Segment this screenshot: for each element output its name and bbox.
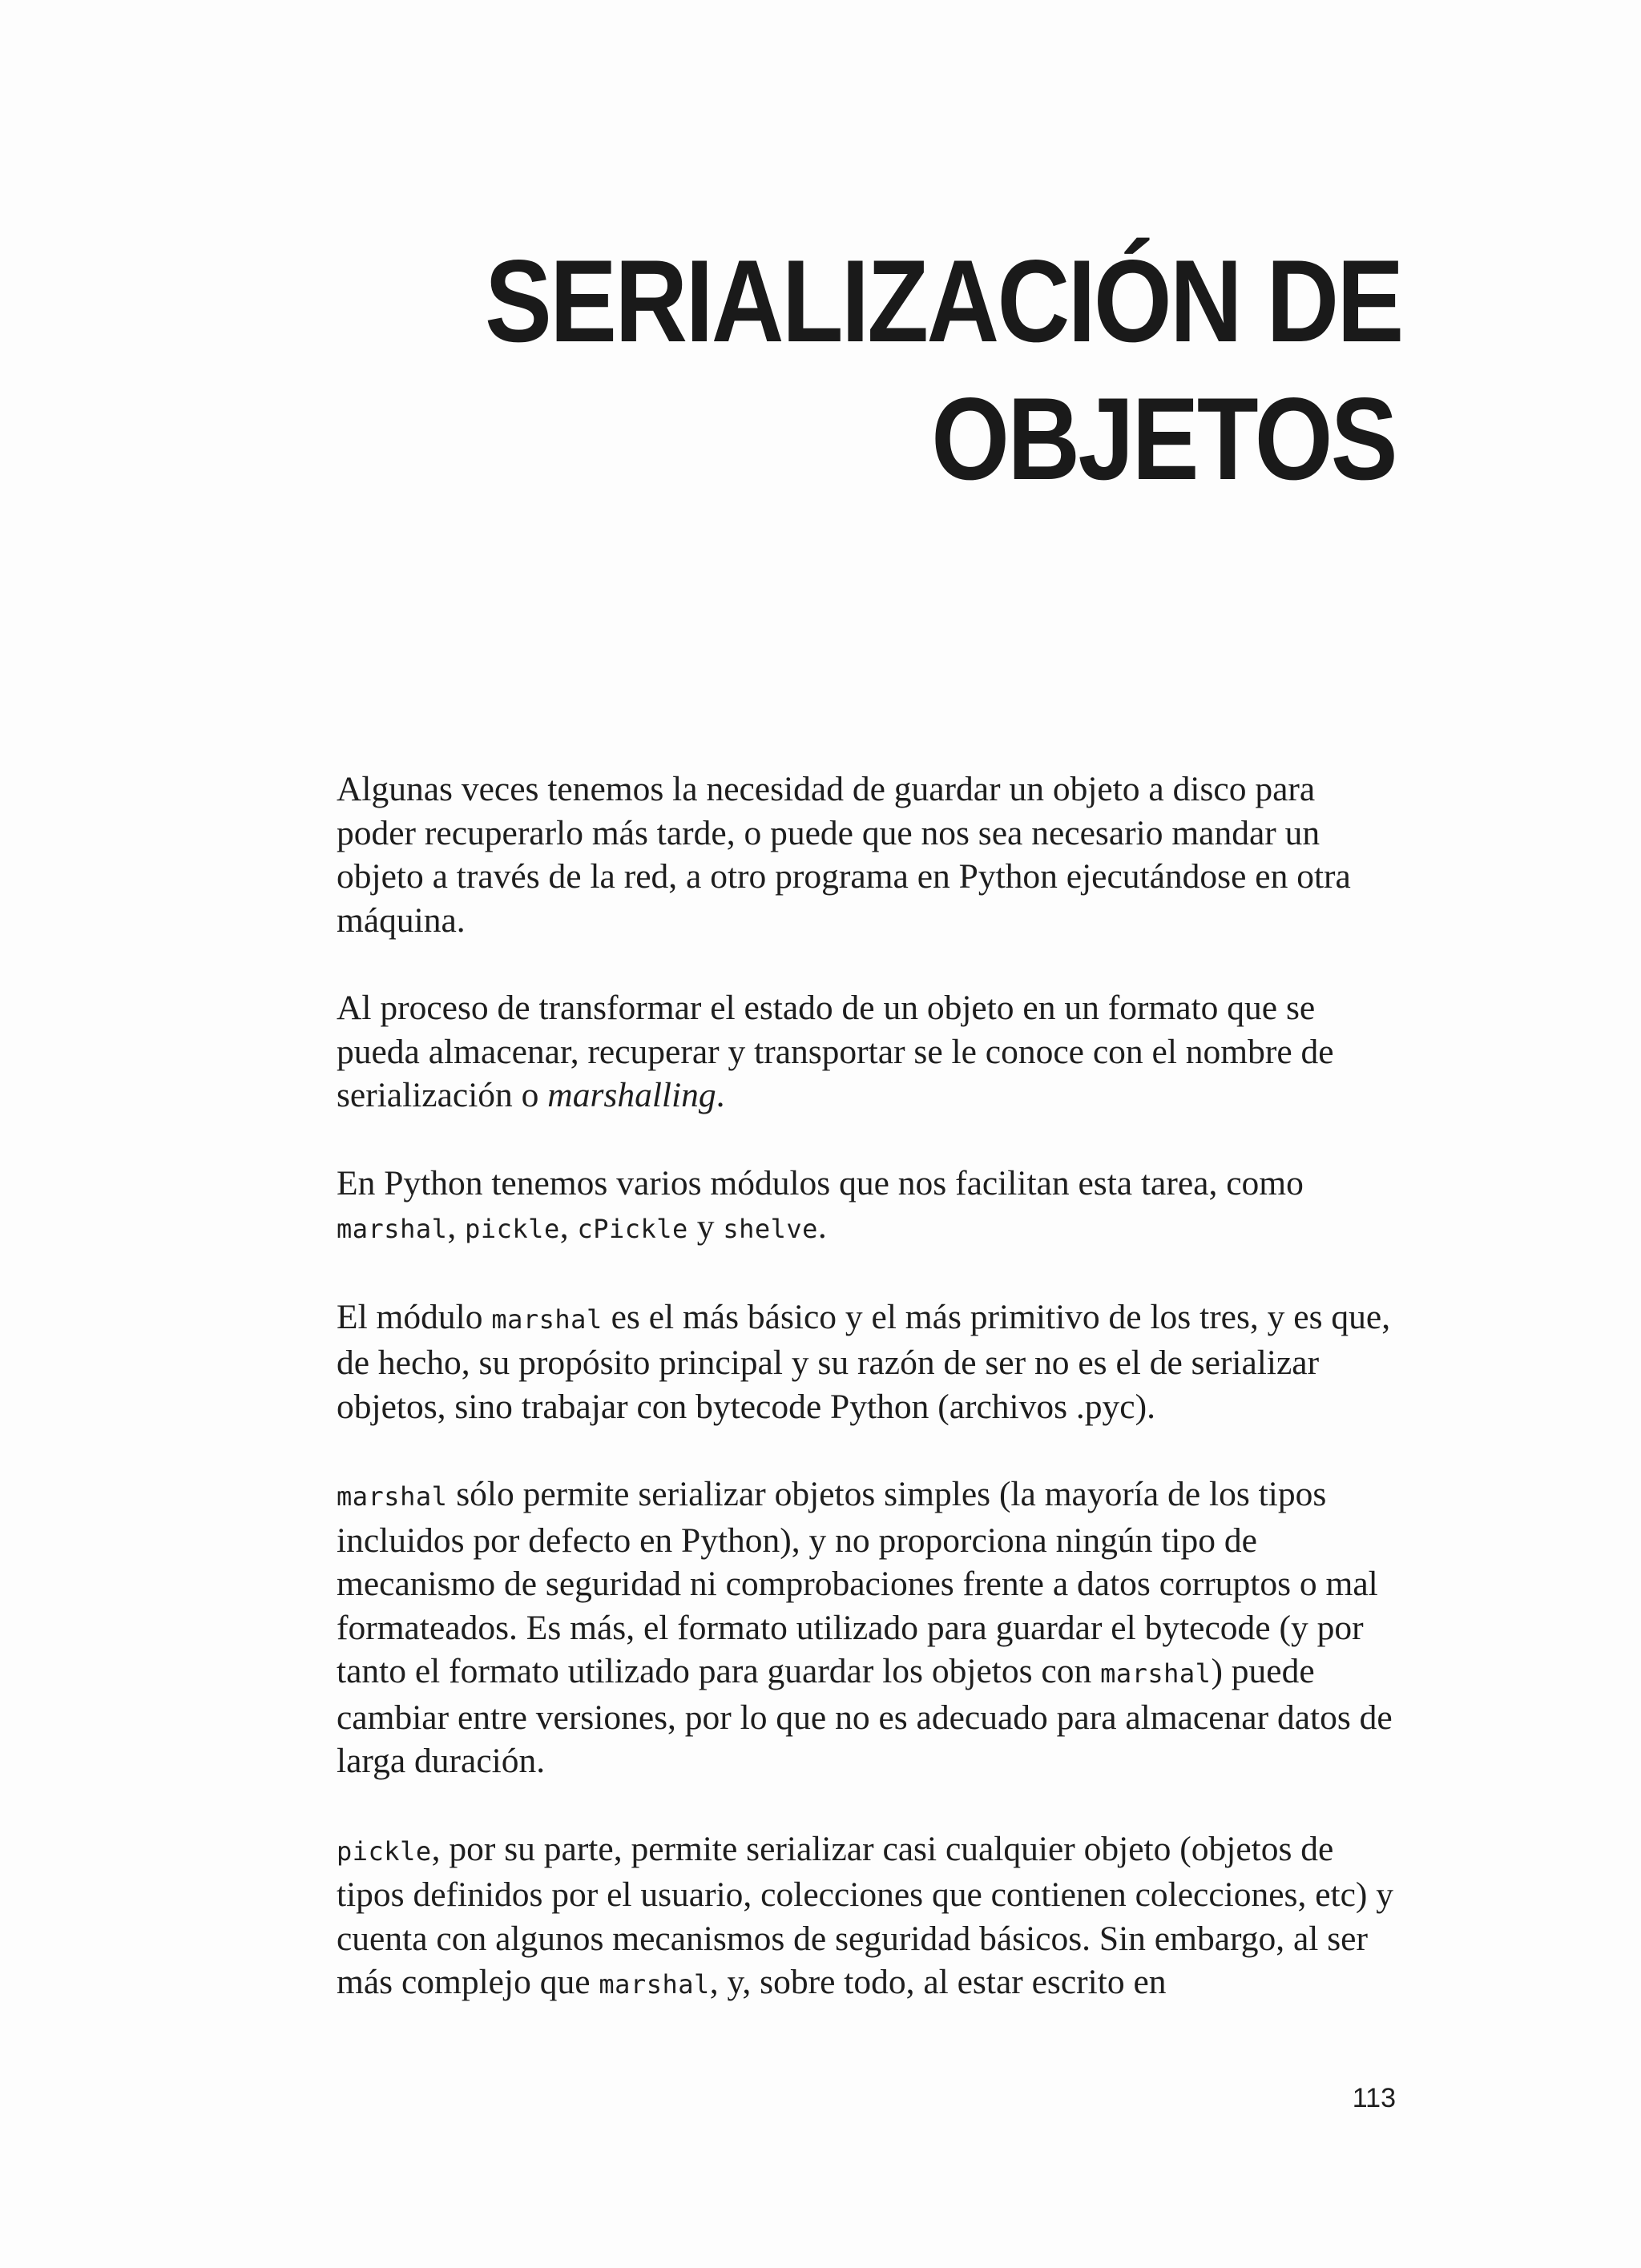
- paragraph-1: Algunas veces tenemos la necesidad de guardar un objeto a disco para poder recuperarlo más tarde, o puede que nos sea necesario mandar un objeto a través de la red, a otro programa en Python ejecutándose en otra máquina.: [337, 770, 1351, 940]
- paragraph-3: [337, 1162, 1402, 1251]
- body-text: [337, 767, 1402, 2007]
- separator: ,: [447, 1207, 466, 1246]
- page-number: 113: [1352, 2083, 1396, 2113]
- chapter-title-line-1: SERIALIZACIÓN DE: [485, 236, 1402, 366]
- paragraph-5-text-1: sólo permite serializar objetos simples (la mayoría de los tipos incluidos por defecto en Python), y no proporciona ningún tipo de mecanismo de seguridad ni comprobaciones frente a datos corruptos o mal formateados. Es más, el formato utilizado para guardar el bytecode (y por tanto el formato utilizado para guardar los objetos con: [337, 1475, 1378, 1690]
- chapter-title: [485, 232, 1402, 508]
- paragraph-2-end: .: [716, 1076, 725, 1114]
- code-shelve: shelve: [723, 1214, 818, 1244]
- code-cpickle: cPickle: [577, 1214, 688, 1244]
- paragraph-5-text-2: ) puede cambiar entre versiones, por lo que no es adecuado para almacenar datos de larga duración.: [337, 1652, 1393, 1780]
- paragraph-3-end: .: [817, 1207, 827, 1246]
- chapter-title-line-2: OBJETOS: [931, 373, 1396, 504]
- code-marshal: marshal: [337, 1214, 448, 1244]
- paragraph-6-text-2: , y, sobre todo, al estar escrito en: [709, 1963, 1167, 2001]
- paragraph-2-text: Al proceso de transformar el estado de un objeto en un formato que se pueda almacenar, recuperar y transportar se le conoce con el nombre de serialización o: [337, 989, 1334, 1114]
- code-marshal: marshal: [491, 1303, 603, 1335]
- paragraph-4-text-1: El módulo: [337, 1297, 492, 1336]
- code-pickle: pickle: [465, 1214, 560, 1244]
- code-marshal: marshal: [337, 1481, 448, 1512]
- paragraph-4-text-2: es el más básico y el más primitivo de los tres, y es que, de hecho, su propósito principal y su razón de ser no es el de serializar objetos, sino trabajar con bytecode Python (archivos .pyc).: [337, 1297, 1391, 1426]
- paragraph-3-text: En Python tenemos varios módulos que nos facilitan esta tarea, como: [337, 1163, 1304, 1202]
- paragraph-5: [337, 1472, 1402, 1783]
- paragraph-4: [337, 1295, 1402, 1429]
- marshalling-emphasis: marshalling: [547, 1076, 716, 1114]
- separator: y: [687, 1207, 724, 1246]
- code-pickle: pickle: [337, 1835, 432, 1867]
- code-marshal: marshal: [1100, 1658, 1212, 1689]
- paragraph-6-text-1: , por su parte, permite serializar casi cualquier objeto (objetos de tipos definidos por el usuario, colecciones que contienen colecciones, etc) y cuenta con algunos mecanismos de seguridad básicos. Sin embargo, al ser más complejo que: [337, 1829, 1394, 2001]
- paragraph-6: [337, 1827, 1402, 2007]
- paragraph-2: [337, 986, 1402, 1118]
- separator: ,: [559, 1207, 578, 1246]
- code-marshal: marshal: [599, 1969, 710, 2000]
